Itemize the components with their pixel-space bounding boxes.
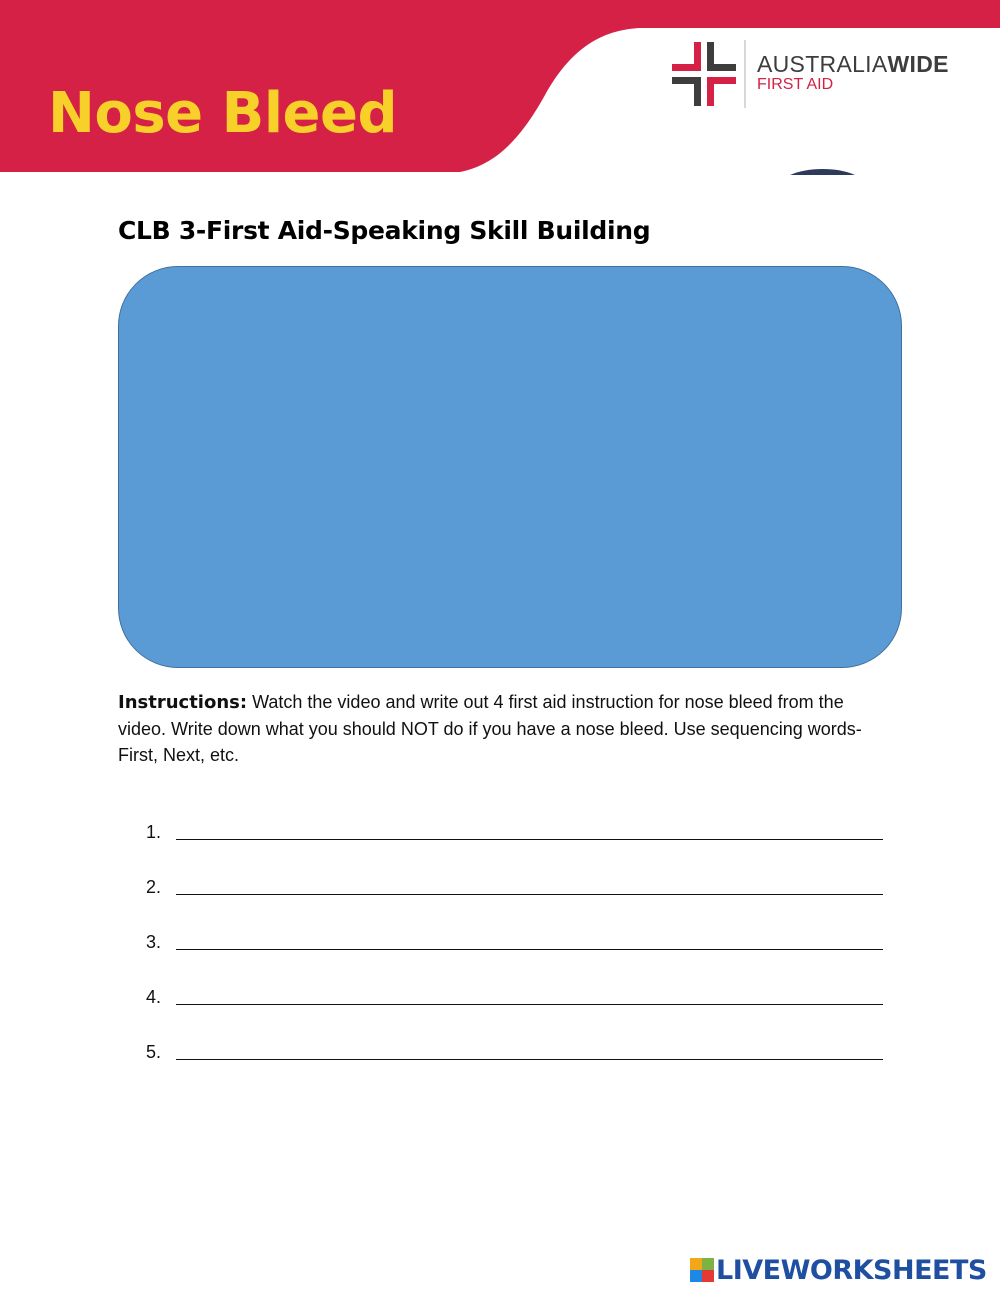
logo-divider bbox=[744, 40, 746, 108]
logo-subtitle: FIRST AID bbox=[757, 76, 834, 93]
video-area[interactable] bbox=[118, 266, 902, 668]
liveworksheets-brand: LIVEWORKSHEETS bbox=[716, 1254, 987, 1286]
logo-tile bbox=[702, 1258, 714, 1270]
answer-number: 3. bbox=[146, 932, 162, 952]
answer-number: 1. bbox=[146, 822, 162, 842]
answer-line-2[interactable] bbox=[176, 894, 883, 895]
answer-line-3[interactable] bbox=[176, 949, 883, 950]
liveworksheets-logo[interactable] bbox=[690, 1254, 987, 1286]
answer-line-4[interactable] bbox=[176, 1004, 883, 1005]
logo-name-light: AUSTRALIA bbox=[757, 51, 888, 77]
answer-line-5[interactable] bbox=[176, 1059, 883, 1060]
banner-title: Nose Bleed bbox=[48, 81, 398, 146]
logo-tile bbox=[690, 1258, 702, 1270]
logo-name bbox=[757, 53, 949, 76]
instructions-paragraph bbox=[118, 689, 888, 768]
logo-tile bbox=[702, 1270, 714, 1282]
answer-row bbox=[146, 928, 886, 983]
page-title: CLB 3-First Aid-Speaking Skill Building bbox=[118, 216, 651, 245]
answer-number: 2. bbox=[146, 877, 162, 897]
instructions-lead: Instructions: bbox=[118, 692, 248, 713]
answer-line-1[interactable] bbox=[176, 839, 883, 840]
instructions-body: Watch the video and write out 4 first aid instruction for nose bleed from the video. Write down what you should NOT do if you have a nose bleed. Use sequencing words-First, Next, etc. bbox=[118, 692, 862, 765]
answer-list bbox=[146, 818, 886, 1093]
cross-mark-icon bbox=[672, 42, 736, 106]
header-banner bbox=[0, 0, 1000, 175]
answer-number: 4. bbox=[146, 987, 162, 1007]
answer-row bbox=[146, 983, 886, 1038]
answer-number: 5. bbox=[146, 1042, 162, 1062]
answer-row bbox=[146, 818, 886, 873]
logo-name-bold: WIDE bbox=[887, 51, 949, 77]
answer-row bbox=[146, 873, 886, 928]
liveworksheets-logo-icon bbox=[690, 1258, 714, 1282]
answer-row bbox=[146, 1038, 886, 1093]
logo-tile bbox=[690, 1270, 702, 1282]
